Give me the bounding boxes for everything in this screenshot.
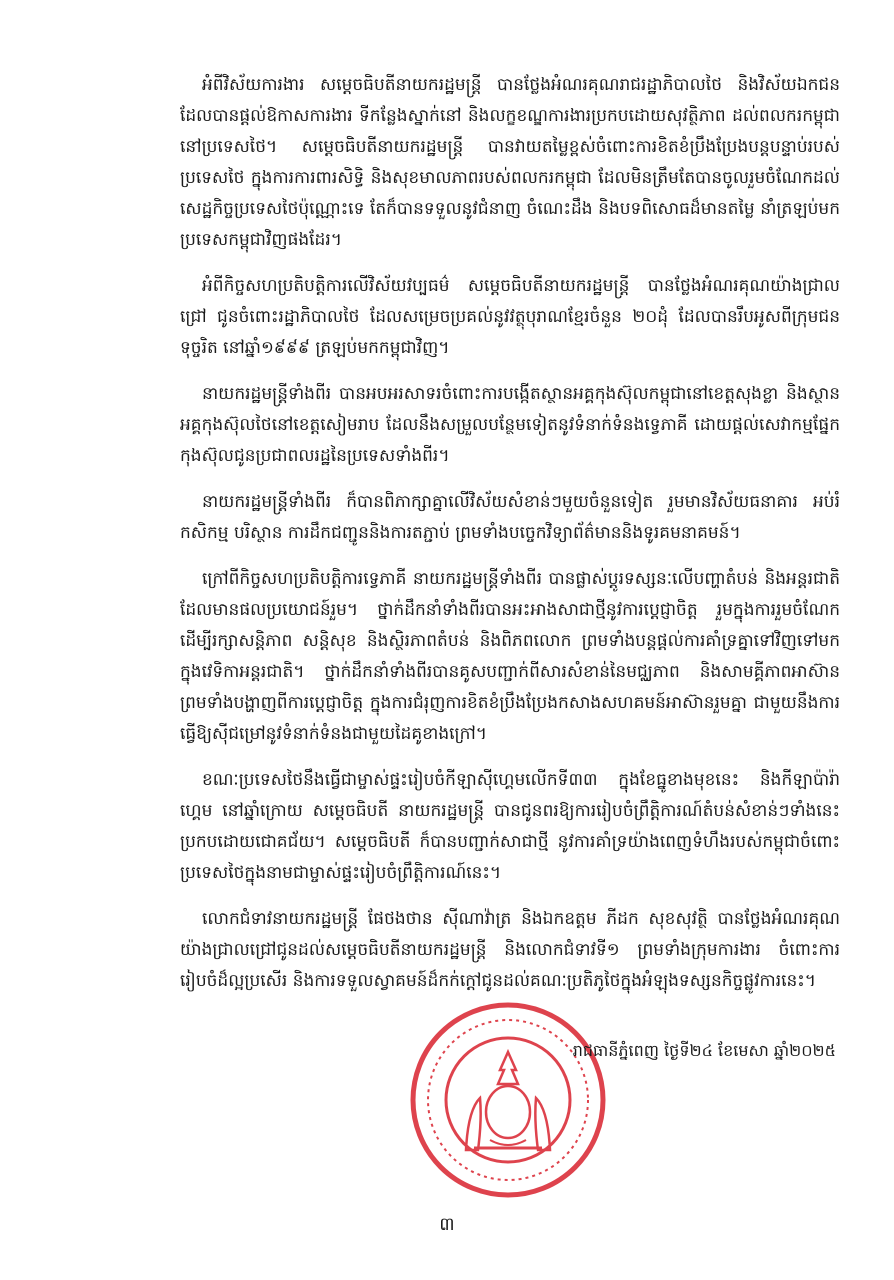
paragraph-thanks-text: លោកជំទាវនាយករដ្ឋមន្ត្រី ផែថងថាន ស៊ីណាវ៉ាត្រ និងឯកឧត្តម ភីដក សុខសុវត្ថិ បានថ្លែងអំណរគុណយ៉ាងជ្រាលជ្រៅជូនដល់សម្តេចធិបតីនាយករដ្ឋមន្ត្រី និងលោកជំទាវទី១ ព្រមទាំងក្រុមការងារ ចំពោះការរៀបចំដ៏ល្អប្រសើរ និងការទទួលស្វាគមន៍ដ៏កក់ក្តៅជូនដល់គណៈប្រតិភូថៃក្នុងអំឡុងទស្សនកិច្ចផ្លូវការនេះ។: [180, 909, 840, 991]
paragraph-sea-games-text: ខណៈប្រទេសថៃនឹងធ្វើជាម្ចាស់ផ្ទះរៀបចំកីឡាស៊ីហ្គេមលើកទី៣៣ ក្នុងខែធ្នូខាងមុខនេះ និងកីឡាប៉ារ៉ាហ្គេម នៅឆ្នាំក្រោយ សម្តេចធិបតី នាយករដ្ឋមន្ត្រី បានជូនពរឱ្យការរៀបចំព្រឹត្តិការណ៍តំបន់សំខាន់ៗទាំងនេះប្រកបដោយជោគជ័យ។ សម្តេចធិបតី ក៏បានបញ្ជាក់សាជាថ្មី នូវការគាំទ្រយ៉ាងពេញទំហឹងរបស់កម្ពុជាចំពោះប្រទេសថៃក្នុងនាមជាម្ចាស់ផ្ទះរៀបចំព្រឹត្តិការណ៍នេះ។: [180, 770, 840, 883]
paragraph-culture: [180, 271, 840, 364]
paragraph-regional: [180, 564, 840, 750]
paragraph-thanks: [180, 904, 840, 997]
paragraph-labour-text: អំពីវិស័យការងារ សម្តេចធិបតីនាយករដ្ឋមន្ត្រី បានថ្លែងអំណរគុណរាជរដ្ឋាភិបាលថៃ និងវិស័យឯកជន ដែលបានផ្តល់ឱកាសការងារ ទីកន្លែងស្នាក់នៅ និងលក្ខខណ្ឌការងារប្រកបដោយសុវត្ថិភាព ដល់ពលករកម្ពុជានៅប្រទេសថៃ។ សម្តេចធិបតីនាយករដ្ឋមន្ត្រី បានវាយតម្លៃខ្ពស់ចំពោះការខិតខំប្រឹងប្រែងបន្តបន្ទាប់របស់ប្រទេសថៃ ក្នុងការការពារសិទ្ធិ និងសុខមាលភាពរបស់ពលករកម្ពុជា ដែលមិនត្រឹមតែបានចូលរួមចំណែកដល់សេដ្ឋកិច្ចប្រទេសថៃប៉ុណ្ណោះទេ តែក៏បានទទួលនូវជំនាញ ចំណេះដឹង និងបទពិសោធដ៏មានតម្លៃ នាំត្រឡប់មកប្រទេសកម្ពុជាវិញផងដែរ។: [180, 75, 840, 250]
official-seal: [408, 1000, 608, 1200]
paragraph-labour: [180, 70, 840, 256]
paragraph-consulates: [180, 379, 840, 472]
seal-outer-ring: [413, 1005, 603, 1195]
date-line: រាជធានីភ្នំពេញ ថ្ងៃទី២៤ ខែមេសា ឆ្នាំ២០២៥: [572, 1041, 836, 1060]
paragraph-regional-text: ក្រៅពីកិច្ចសហប្រតិបត្តិការទ្វេភាគី នាយករដ្ឋមន្ត្រីទាំងពីរ បានផ្លាស់ប្តូរទស្សនៈលើបញ្ហាតំបន់ និងអន្តរជាតិ ដែលមានផលប្រយោជន៍រួម។ ថ្នាក់ដឹកនាំទាំងពីរបានអះអាងសាជាថ្មីនូវការប្តេជ្ញាចិត្ត រួមក្នុងការរួមចំណែក ដើម្បីរក្សាសន្តិភាព សន្តិសុខ និងស្ថិរភាពតំបន់ និងពិភពលោក ព្រមទាំងបន្តផ្តល់ការគាំទ្រគ្នាទៅវិញទៅមកក្នុងវេទិកាអន្តរជាតិ។ ថ្នាក់ដឹកនាំទាំងពីរបានគូសបញ្ជាក់ពីសារសំខាន់នៃមជ្ឈភាព និងសាមគ្គីភាពអាស៊ាន ព្រមទាំងបង្ហាញពីការប្តេជ្ញាចិត្ត ក្នុងការជំរុញការខិតខំប្រឹងប្រែងកសាងសហគមន៍អាស៊ានរួមគ្នា ជាមួយនឹងការធ្វើឱ្យស៊ីជម្រៅនូវទំនាក់ទំនងជាមួយដៃគូខាងក្រៅ។: [180, 569, 840, 744]
seal-inner-ring: [446, 1038, 570, 1162]
paragraph-sectors-text: នាយករដ្ឋមន្ត្រីទាំងពីរ ក៏បានពិភាក្សាគ្នាលើវិស័យសំខាន់ៗមួយចំនួនទៀត រួមមានវិស័យធនាគារ អប់រំ កសិកម្ម បរិស្ថាន ការដឹកជញ្ជូននិងការតភ្ជាប់ ព្រមទាំងបច្ចេកវិទ្យាព័ត៌មាននិងទូរគមនាគមន៍។: [180, 492, 840, 543]
seal-emblem-crown: [498, 1052, 518, 1084]
seal-emblem-shield: [486, 1086, 530, 1138]
paragraph-sea-games: [180, 765, 840, 889]
document-body: [180, 70, 840, 1012]
seal-dotted-ring: [428, 1020, 588, 1180]
page-number: ៣: [439, 1214, 455, 1235]
paragraph-sectors: [180, 487, 840, 549]
seal-emblem-left-lion: [466, 1098, 481, 1150]
seal-emblem-right-lion: [535, 1098, 550, 1150]
seal-emblem-pedestal: [490, 1140, 526, 1145]
paragraph-culture-text: អំពីកិច្ចសហប្រតិបត្តិការលើវិស័យវប្បធម៌ សម្តេចធិបតីនាយករដ្ឋមន្ត្រី បានថ្លែងអំណរគុណយ៉ាងជ្រាលជ្រៅ ជូនចំពោះរដ្ឋាភិបាលថៃ ដែលសម្រេចប្រគល់នូវវត្ថុបុរាណខ្មែរចំនួន ២០ដុំ ដែលបានរឹបអូសពីក្រុមជនទុច្ចរិត នៅឆ្នាំ១៩៩៩ ត្រឡប់មកកម្ពុជាវិញ។: [180, 276, 840, 358]
paragraph-consulates-text: នាយករដ្ឋមន្ត្រីទាំងពីរ បានអបអរសាទរចំពោះការបង្កើតស្ថានអគ្គកុងស៊ុលកម្ពុជានៅខេត្តសុងខ្លា និងស្ថានអគ្គកុងស៊ុលថៃនៅខេត្តសៀមរាប ដែលនឹងសម្រួលបន្ថែមទៀតនូវទំនាក់ទំនងទ្វេភាគី ដោយផ្តល់សេវាកម្មផ្នែកកុងស៊ុលជូនប្រជាពលរដ្ឋនៃប្រទេសទាំងពីរ។: [180, 384, 840, 466]
